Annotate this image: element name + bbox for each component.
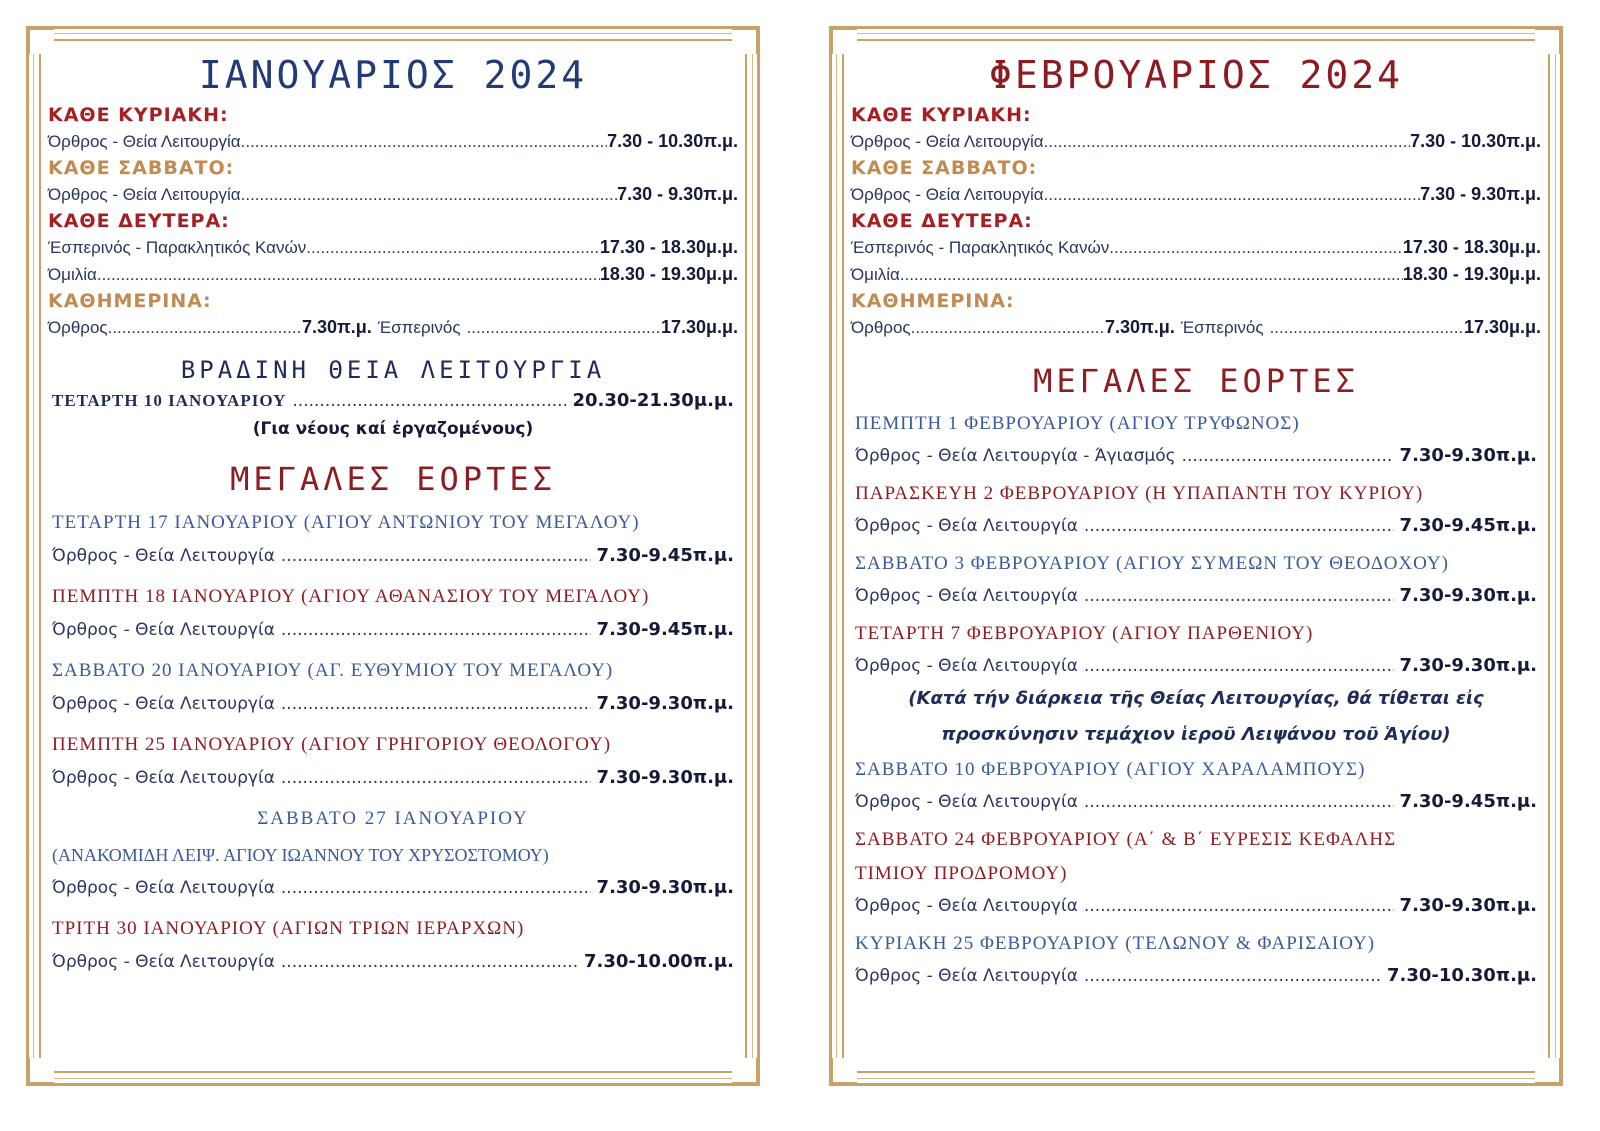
service-label: Όρθρος - Θεία Λειτουργία	[52, 694, 275, 714]
service-time: 18.30 - 19.30μ.μ.	[1402, 264, 1541, 284]
feast-heading: ΤΕΤΑΡΤΗ 17 ΙΑΝΟΥΑΡΙΟΥ (ΑΓΙΟΥ ΑΝΤΩΝΙΟΥ ΤΟΥ ΜΕΓΑΛΟΥ)	[52, 512, 640, 533]
feast-service-row	[52, 615, 734, 645]
service-label: Όρθρος - Θεία Λειτουργία	[48, 132, 241, 151]
service-time: 17.30μ.μ.	[1463, 317, 1542, 337]
service-label: Όρθρος - Θεία Λειτουργία	[855, 896, 1078, 916]
daily-row	[48, 314, 738, 341]
dot-leader	[1084, 961, 1381, 991]
feast-service-row	[52, 763, 734, 793]
service-time: 17.30 - 18.30μ.μ.	[599, 237, 738, 257]
service-time: 7.30-9.30π.μ.	[596, 693, 734, 714]
feast-heading-continued: ΤΙΜΙΟΥ ΠΡΟΔΡΟΜΟΥ)	[855, 863, 1068, 884]
service-label: Όρθρος - Θεία Λειτουργία	[52, 768, 275, 788]
feast-heading: ΠΕΜΠΤΗ 25 ΙΑΝΟΥΑΡΙΟΥ (ΑΓΙΟΥ ΓΡΗΓΟΡΙΟΥ ΘΕΟΛΟΓΟΥ)	[52, 734, 612, 755]
relic-note-line1: (Κατά τήν διάρκεια τῆς Θείας Λειτουργίας, θά τίθεται εἰς	[908, 688, 1484, 709]
service-time: 7.30-9.30π.μ.	[1399, 585, 1537, 606]
february-title: ΦΕΒΡΟΥΑΡΙΟΣ 2024	[988, 53, 1404, 97]
schedule-row	[48, 261, 738, 288]
service-label: Όρθρος - Θεία Λειτουργία	[855, 792, 1078, 812]
service-label: Όρθρος - Θεία Λειτουργία	[855, 966, 1078, 986]
feast-list	[851, 407, 1541, 991]
feast-heading-continued: (ΑΝΑΚΟΜΙΔΗ ΛΕΙΨ. ΑΓΙΟΥ ΙΩΑΝΝΟΥ ΤΟΥ ΧΡΥΣΟΣΤΟΜΟΥ)	[52, 845, 549, 865]
weekly-heading-monday: ΚΑΘΕ ΔΕΥΤΕΡΑ:	[851, 210, 1033, 232]
service-label: Όμιλία	[851, 265, 900, 284]
dot-leader	[281, 689, 591, 719]
weekly-heading-saturday: ΚΑΘΕ ΣΑΒΒΑΤΟ:	[851, 157, 1038, 179]
schedule-row	[851, 181, 1541, 208]
service-label: Όρθρος - Θεία Λειτουργία	[52, 620, 275, 640]
service-label: Όρθρος - Θεία Λειτουργία	[855, 586, 1078, 606]
feast-heading: ΠΑΡΑΣΚΕΥΗ 2 ΦΕΒΡΟΥΑΡΙΟΥ (Η ΥΠΑΠΑΝΤΗ ΤΟΥ ΚΥΡΙΟΥ)	[855, 483, 1424, 504]
feast-service-row	[52, 947, 734, 977]
feast-heading: ΣΑΒΒΑΤΟ 20 ΙΑΝΟΥΑΡΙΟΥ (ΑΓ. ΕΥΘΥΜΙΟΥ ΤΟΥ ΜΕΓΑΛΟΥ)	[52, 660, 614, 681]
service-label: Έσπερινός - Παρακλητικός Κανών	[48, 238, 307, 257]
feast-heading: ΚΥΡΙΑΚΗ 25 ΦΕΒΡΟΥΑΡΙΟΥ (ΤΕΛΩΝΟΥ & ΦΑΡΙΣΑΙΟΥ)	[855, 933, 1376, 954]
service-label: Όμιλία	[48, 265, 97, 284]
weekly-heading-sunday: ΚΑΘΕ ΚΥΡΙΑΚΗ:	[851, 104, 1032, 126]
feast-heading: ΤΕΤΑΡΤΗ 7 ΦΕΒΡΟΥΑΡΙΟΥ (ΑΓΙΟΥ ΠΑΡΘΕΝΙΟΥ)	[855, 623, 1314, 644]
dot-leader	[900, 261, 1403, 288]
service-label: Όρθρος	[48, 318, 108, 337]
service-time: 7.30-9.45π.μ.	[596, 545, 734, 566]
schedule-row	[48, 128, 738, 155]
service-time: 7.30-9.45π.μ.	[1399, 515, 1537, 536]
feast-list	[48, 505, 738, 977]
schedule-row	[851, 261, 1541, 288]
feast-heading: ΣΑΒΒΑΤΟ 10 ΦΕΒΡΟΥΑΡΙΟΥ (ΑΓΙΟΥ ΧΑΡΑΛΑΜΠΟΥΣ)	[855, 759, 1366, 780]
service-time: 7.30 - 10.30π.μ.	[1410, 131, 1541, 151]
feast-service-row	[855, 787, 1537, 817]
service-time: 17.30μ.μ.	[660, 317, 739, 337]
february-panel	[829, 26, 1563, 1086]
january-panel	[26, 26, 760, 1086]
service-label: Όρθρος - Θεία Λειτουργία	[851, 185, 1044, 204]
weekly-heading-saturday: ΚΑΘΕ ΣΑΒΒΑΤΟ:	[48, 157, 235, 179]
dot-leader	[1084, 511, 1394, 541]
service-label: Έσπερινός	[377, 318, 461, 337]
dot-leader	[306, 234, 600, 261]
evening-liturgy-note: (Για νέους καί ἐργαζομένους)	[252, 419, 534, 439]
service-time: 7.30-9.30π.μ.	[1399, 655, 1537, 676]
service-time: 7.30 - 9.30π.μ.	[1420, 184, 1541, 204]
february-content	[851, 44, 1541, 1068]
dot-leader	[1044, 128, 1411, 155]
feast-heading: ΣΑΒΒΑΤΟ 24 ΦΕΒΡΟΥΑΡΙΟΥ (Α΄ & Β΄ ΕΥΡΕΣΙΣ ΚΕΦΑΛΗΣ	[855, 829, 1397, 850]
service-label: Έσπερινός - Παρακλητικός Κανών	[851, 238, 1110, 257]
schedule-row	[851, 128, 1541, 155]
service-label: Όρθρος - Θεία Λειτουργία - Άγιασμός	[855, 446, 1176, 466]
dot-leader	[281, 873, 591, 903]
dot-leader	[1044, 181, 1421, 208]
feast-service-row	[52, 873, 734, 903]
dot-leader	[467, 314, 661, 341]
service-time: 7.30-9.45π.μ.	[1399, 791, 1537, 812]
dot-leader	[1084, 787, 1394, 817]
dot-leader	[1182, 441, 1394, 471]
feast-service-row	[855, 651, 1537, 681]
feast-service-row	[855, 441, 1537, 471]
dot-leader	[1084, 891, 1394, 921]
feast-heading: ΣΑΒΒΑΤΟ 27 ΙΑΝΟΥΑΡΙΟΥ	[257, 808, 529, 829]
service-label: Όρθρος - Θεία Λειτουργία	[52, 952, 275, 972]
feast-service-row	[855, 581, 1537, 611]
great-feasts-title: ΜΕΓΑΛΕΣ ΕΟΡΤΕΣ	[1033, 362, 1359, 400]
service-time: 7.30π.μ.	[301, 317, 372, 337]
dot-leader	[292, 388, 566, 415]
dot-leader	[1270, 314, 1464, 341]
service-label: Έσπερινός	[1180, 318, 1264, 337]
dot-leader	[97, 261, 600, 288]
dot-leader	[911, 314, 1105, 341]
service-label: Όρθρος - Θεία Λειτουργία	[851, 132, 1044, 151]
service-time: 7.30-10.30π.μ.	[1387, 965, 1537, 986]
service-time: 7.30π.μ.	[1104, 317, 1175, 337]
service-time: 7.30-10.00π.μ.	[584, 951, 734, 972]
weekly-heading-monday: ΚΑΘΕ ΔΕΥΤΕΡΑ:	[48, 210, 230, 232]
dot-leader	[241, 128, 608, 155]
dot-leader	[281, 947, 578, 977]
service-time: 18.30 - 19.30μ.μ.	[599, 264, 738, 284]
evening-liturgy-date: ΤΕΤΑΡΤΗ 10 ΙΑΝΟΥΑΡΙΟΥ	[52, 391, 287, 410]
daily-row	[851, 314, 1541, 341]
dot-leader	[281, 541, 591, 571]
feast-service-row	[855, 511, 1537, 541]
weekly-heading-daily: ΚΑΘΗΜΕΡΙΝΑ:	[48, 290, 212, 312]
feast-heading: ΠΕΜΠΤΗ 1 ΦΕΒΡΟΥΑΡΙΟΥ (ΑΓΙΟΥ ΤΡΥΦΩΝΟΣ)	[855, 413, 1300, 434]
feast-service-row	[855, 961, 1537, 991]
dot-leader	[1084, 581, 1394, 611]
weekly-heading-sunday: ΚΑΘΕ ΚΥΡΙΑΚΗ:	[48, 104, 229, 126]
service-time: 7.30-9.30π.μ.	[596, 877, 734, 898]
weekly-heading-daily: ΚΑΘΗΜΕΡΙΝΑ:	[851, 290, 1015, 312]
feast-heading: ΣΑΒΒΑΤΟ 3 ΦΕΒΡΟΥΑΡΙΟΥ (ΑΓΙΟΥ ΣΥΜΕΩΝ ΤΟΥ ΘΕΟΔΟΧΟΥ)	[855, 553, 1449, 574]
schedule-row	[48, 181, 738, 208]
feast-service-row	[855, 891, 1537, 921]
service-time: 7.30-9.30π.μ.	[1399, 895, 1537, 916]
service-label: Όρθρος	[851, 318, 911, 337]
dot-leader	[281, 615, 591, 645]
service-time: 7.30-9.30π.μ.	[1399, 445, 1537, 466]
schedule-row	[48, 234, 738, 261]
january-title: ΙΑΝΟΥΑΡΙΟΣ 2024	[198, 53, 588, 97]
relic-note-line2: προσκύνησιν τεμάχιον ἱεροῦ Λειψάνου τοῦ Ἁγίου)	[941, 724, 1451, 745]
service-time: 20.30-21.30μ.μ.	[572, 390, 734, 411]
evening-liturgy-title: ΒΡΑΔΙΝΗ ΘΕΙΑ ΛΕΙΤΟΥΡΓΙΑ	[180, 356, 606, 384]
service-time: 7.30-9.45π.μ.	[596, 619, 734, 640]
service-label: Όρθρος - Θεία Λειτουργία	[855, 516, 1078, 536]
service-time: 7.30 - 9.30π.μ.	[617, 184, 738, 204]
dot-leader	[108, 314, 302, 341]
great-feasts-title: ΜΕΓΑΛΕΣ ΕΟΡΤΕΣ	[230, 460, 556, 498]
january-content	[48, 44, 738, 1068]
service-label: Όρθρος - Θεία Λειτουργία	[48, 185, 241, 204]
dot-leader	[281, 763, 591, 793]
feast-heading: ΠΕΜΠΤΗ 18 ΙΑΝΟΥΑΡΙΟΥ (ΑΓΙΟΥ ΑΘΑΝΑΣΙΟΥ ΤΟΥ ΜΕΓΑΛΟΥ)	[52, 586, 650, 607]
feast-service-row	[52, 541, 734, 571]
dot-leader	[241, 181, 618, 208]
service-label: Όρθρος - Θεία Λειτουργία	[52, 878, 275, 898]
service-time: 7.30 - 10.30π.μ.	[607, 131, 738, 151]
evening-liturgy-row	[48, 387, 738, 415]
dot-leader	[1084, 651, 1394, 681]
service-time: 7.30-9.30π.μ.	[596, 767, 734, 788]
service-label: Όρθρος - Θεία Λειτουργία	[52, 546, 275, 566]
service-label: Όρθρος - Θεία Λειτουργία	[855, 656, 1078, 676]
dot-leader	[1109, 234, 1403, 261]
schedule-row	[851, 234, 1541, 261]
feast-heading: ΤΡΙΤΗ 30 ΙΑΝΟΥΑΡΙΟΥ (ΑΓΙΩΝ ΤΡΙΩΝ ΙΕΡΑΡΧΩΝ)	[52, 918, 525, 939]
service-time: 17.30 - 18.30μ.μ.	[1402, 237, 1541, 257]
feast-service-row	[52, 689, 734, 719]
